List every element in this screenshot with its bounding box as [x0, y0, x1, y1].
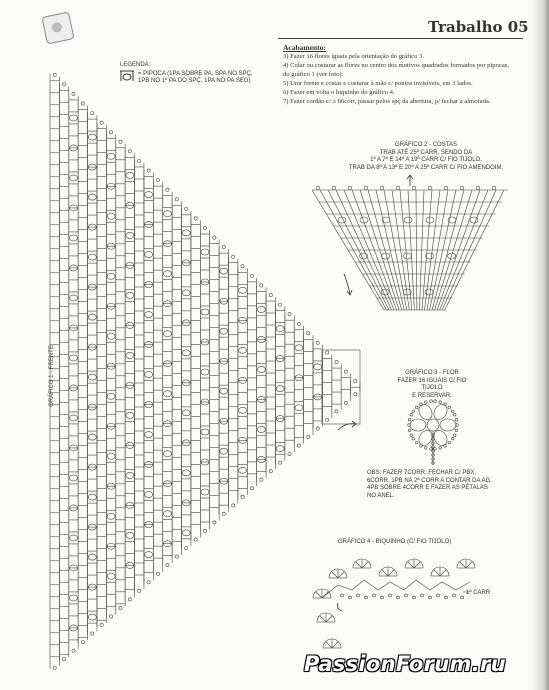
chain-stitch-mark	[326, 418, 329, 421]
chain-stitch-mark	[316, 186, 320, 190]
chain-stitch-mark	[175, 555, 178, 558]
popcorn-stitch-mark	[145, 432, 153, 438]
popcorn-stitch-mark	[426, 253, 434, 259]
acabamento-step: 5) Unir frente e costas e costurar à mão c/ pontos invisíveis, em 3 lados.	[283, 80, 473, 87]
popcorn-stitch-mark	[182, 530, 190, 536]
chain-stitch-mark	[415, 441, 418, 444]
grafico1-label: GRÁFICO 1 - FRENTE	[49, 345, 55, 407]
chain-stitch-mark	[396, 186, 400, 190]
popcorn-stitch-mark	[88, 494, 96, 500]
chain-stitch-mark	[53, 73, 56, 76]
chain-stitch-mark	[138, 159, 141, 162]
popcorn-stitch-mark	[201, 249, 209, 255]
chain-stitch-mark	[434, 400, 437, 403]
popcorn-stitch-mark	[239, 347, 247, 353]
chain-stitch-mark	[232, 504, 235, 507]
chain-stitch-mark	[260, 284, 263, 287]
chain-stitch-mark	[288, 452, 291, 455]
chain-stitch-mark	[344, 401, 347, 404]
chain-stitch-mark	[381, 596, 384, 599]
popcorn-stitch-mark	[107, 153, 115, 159]
flower-petal	[410, 419, 426, 431]
popcorn-stitch-mark	[126, 352, 134, 358]
popcorn-stitch-mark	[145, 312, 153, 318]
popcorn-stitch-mark	[404, 217, 412, 223]
popcorn-stitch-mark	[107, 333, 115, 339]
legend-text-line: 1PB NO 1º PA DO SPÇ, 1PA NO PA SEG)	[138, 78, 251, 84]
popcorn-stitch-mark	[145, 552, 153, 558]
popcorn-stitch-mark	[404, 253, 412, 259]
grafico4-carr-label: 1ª CARR	[466, 590, 491, 596]
chain-stitch-mark	[91, 111, 94, 114]
chain-stitch-mark	[156, 572, 159, 575]
legend-text-line: = PIPOCA (1PA SOBRE PA, SPA NO SPÇ,	[138, 71, 253, 77]
chain-stitch-mark	[335, 360, 338, 363]
popcorn-stitch-mark	[126, 172, 134, 178]
chain-stitch-mark	[53, 666, 56, 669]
popcorn-stitch-mark	[145, 192, 153, 198]
chain-stitch-mark	[147, 169, 150, 172]
direction-arrow-icon	[407, 175, 413, 186]
chain-stitch-mark	[439, 401, 442, 404]
popcorn-stitch-mark	[69, 355, 77, 361]
chain-stitch-mark	[428, 186, 432, 190]
chain-stitch-mark	[81, 102, 84, 105]
popcorn-stitch-mark	[163, 271, 171, 277]
popcorn-stitch-mark	[163, 391, 171, 397]
popcorn-stitch-mark	[88, 434, 96, 440]
chain-stitch-mark	[175, 198, 178, 201]
popcorn-stitch-mark	[69, 595, 77, 601]
chain-stitch-mark	[279, 461, 282, 464]
chain-stitch-mark	[408, 429, 411, 432]
fan-stitch-line	[382, 570, 388, 576]
curved-arrow-icon	[338, 603, 343, 611]
chain-stitch-mark	[453, 594, 456, 597]
popcorn-stitch-mark	[88, 374, 96, 380]
popcorn-stitch-mark	[69, 115, 77, 121]
fan-stitch-line	[440, 570, 446, 576]
chain-stitch-mark	[194, 538, 197, 541]
popcorn-stitch-mark	[257, 306, 265, 312]
chain-stitch-mark	[250, 487, 253, 490]
page-title: Trabalho 05	[428, 18, 529, 36]
popcorn-stitch-mark	[163, 451, 171, 457]
grafico2-text: 1ª A 7ª E 14ª A 19ª CARR C/ FIO TIJOLO.	[370, 157, 482, 163]
popcorn-stitch-mark	[69, 415, 77, 421]
chain-stitch-mark	[269, 470, 272, 473]
chain-stitch-mark	[448, 441, 451, 444]
chain-stitch-mark	[421, 594, 424, 597]
fan-stitch-line	[338, 572, 344, 578]
grafico3-text: E RESERVAR.	[412, 392, 452, 399]
chain-stitch-mark	[380, 186, 384, 190]
popcorn-stitch-mark	[145, 492, 153, 498]
grafico1-triangle-diagram	[50, 73, 360, 669]
chain-stitch-mark	[492, 186, 496, 190]
popcorn-stitch-mark	[88, 554, 96, 560]
acabamento-step: 7) Fazer cordão c/ ± 66corr, passar pelos spç da abertura, p/ fechar a almofada.	[283, 98, 491, 105]
popcorn-stitch-mark	[381, 289, 389, 295]
fan-stitch-line	[434, 570, 440, 576]
acabamento-step: 3) Fazer 16 flores iguais pela orientação do gráfico 3.	[283, 53, 424, 60]
chain-stitch-mark	[444, 186, 448, 190]
chain-stitch-mark	[269, 293, 272, 296]
chain-stitch-mark	[344, 370, 347, 373]
popcorn-stitch-mark	[239, 407, 247, 413]
chain-stitch-mark	[341, 594, 344, 597]
chain-stitch-mark	[397, 596, 400, 599]
chain-stitch-mark	[354, 380, 357, 383]
chain-stitch-mark	[430, 400, 433, 403]
chain-stitch-mark	[213, 236, 216, 239]
popcorn-stitch-mark	[201, 489, 209, 495]
grafico2-trapezoid-diagram	[312, 186, 508, 310]
popcorn-stitch-mark	[201, 309, 209, 315]
chain-stitch-mark	[288, 313, 291, 316]
popcorn-stitch-mark	[314, 364, 322, 370]
chain-stitch-mark	[439, 447, 442, 450]
popcorn-stitch-mark	[470, 217, 478, 223]
chain-stitch-mark	[455, 429, 458, 432]
popcorn-stitch-mark	[239, 287, 247, 293]
acabamento-step: 6) Fazer em volta o biquinho do gráfico 4.	[283, 89, 395, 96]
fan-stitch-line	[332, 642, 338, 648]
fan-stitch-line	[326, 616, 332, 622]
popcorn-stitch-mark	[107, 393, 115, 399]
popcorn-stitch-mark	[239, 467, 247, 473]
chain-stitch-mark	[415, 406, 418, 409]
obs-text: 4PB SOBRE 4CORR E FAZER AS PÉTALAS	[367, 485, 488, 491]
fan-stitch-line	[388, 570, 394, 576]
obs-text: 6CORR, 1PB NA 2ª CORR A CONTAR DA AG,	[367, 477, 492, 484]
chain-stitch-mark	[453, 413, 456, 416]
chain-stitch-mark	[307, 435, 310, 438]
grafico3-text: FAZER 16 IGUAIS C/ FIO TIJOLO	[397, 377, 467, 391]
chain-stitch-mark	[335, 410, 338, 413]
popcorn-stitch-mark	[69, 475, 77, 481]
chain-stitch-mark	[241, 265, 244, 268]
chain-stitch-mark	[349, 596, 352, 599]
chain-stitch-mark	[413, 596, 416, 599]
chain-stitch-mark	[156, 179, 159, 182]
chain-stitch-mark	[128, 150, 131, 153]
popcorn-stitch-mark	[163, 211, 171, 217]
obs-text: OBS: FAZER 7CORR, FECHAR C/ PBX,	[367, 470, 477, 476]
popcorn-stitch-mark	[88, 134, 96, 140]
popcorn-stitch-mark	[276, 386, 284, 392]
chain-stitch-mark	[213, 521, 216, 524]
popcorn-stitch-mark	[126, 292, 134, 298]
chain-stitch-mark	[100, 623, 103, 626]
popcorn-stitch-mark	[126, 232, 134, 238]
grafico2-title: GRÁFICO 2 - COSTAS	[395, 142, 457, 148]
popcorn-stitch-mark	[220, 328, 228, 334]
chain-stitch-mark	[364, 186, 368, 190]
grafico4-title: GRÁFICO 4 - BIQUINHO (C/ FIO TIJOLO)	[338, 539, 452, 545]
chain-stitch-mark	[412, 410, 415, 413]
grafico3-title: GRÁFICO 3 - FLOR	[405, 370, 459, 376]
popcorn-stitch-mark	[163, 511, 171, 517]
fan-stitch-line	[320, 616, 326, 622]
chain-stitch-mark	[241, 495, 244, 498]
chain-stitch-mark	[389, 594, 392, 597]
legend-heading: LEGENDA:	[120, 62, 151, 68]
chain-stitch-mark	[203, 529, 206, 532]
chain-stitch-mark	[373, 594, 376, 597]
popcorn-stitch-mark	[107, 453, 115, 459]
popcorn-stitch-mark	[201, 369, 209, 375]
flower-petal	[440, 419, 456, 431]
popcorn-stitch-mark	[182, 350, 190, 356]
chain-stitch-mark	[425, 447, 428, 450]
chain-stitch-mark	[81, 640, 84, 643]
popcorn-stitch-mark	[88, 614, 96, 620]
curved-arrow-icon	[344, 274, 352, 295]
obs-text: NO ANEL.	[367, 492, 395, 499]
chain-stitch-mark	[332, 186, 336, 190]
popcorn-stitch-mark	[126, 532, 134, 538]
popcorn-stitch-mark	[182, 230, 190, 236]
popcorn-stitch-mark	[295, 345, 303, 351]
chain-stitch-mark	[185, 546, 188, 549]
popcorn-stitch-mark	[107, 513, 115, 519]
chain-stitch-mark	[279, 303, 282, 306]
fan-stitch-line	[332, 572, 338, 578]
fan-stitch-line	[362, 562, 368, 568]
edging-base-chain	[322, 580, 470, 598]
popcorn-stitch-mark	[201, 429, 209, 435]
chain-stitch-mark	[410, 434, 413, 437]
chain-stitch-mark	[455, 418, 458, 421]
chain-stitch-mark	[297, 444, 300, 447]
chain-stitch-mark	[357, 594, 360, 597]
chain-stitch-mark	[316, 341, 319, 344]
chain-stitch-mark	[250, 274, 253, 277]
popcorn-stitch-mark	[107, 273, 115, 279]
popcorn-stitch-mark	[182, 410, 190, 416]
popcorn-stitch-mark	[107, 573, 115, 579]
fan-stitch-line	[466, 562, 472, 568]
popcorn-stitch-mark	[88, 194, 96, 200]
popcorn-stitch-mark	[163, 331, 171, 337]
chain-stitch-mark	[448, 406, 451, 409]
popcorn-stitch-mark	[382, 253, 390, 259]
fan-stitch-line	[316, 592, 322, 598]
grafico2-text: TRAB DA 8ª A 13ª E 20ª A 25ª CARR C/ FIO AMENDOIM.	[348, 164, 504, 171]
chain-stitch-mark	[72, 92, 75, 95]
chain-stitch-mark	[307, 332, 310, 335]
chain-stitch-mark	[109, 131, 112, 134]
popcorn-stitch-mark	[88, 254, 96, 260]
popcorn-stitch-mark	[425, 289, 433, 295]
chain-stitch-mark	[425, 401, 428, 404]
popcorn-stitch-mark	[126, 412, 134, 418]
fan-stitch-line	[408, 562, 414, 568]
chain-stitch-mark	[316, 427, 319, 430]
chain-stitch-mark	[412, 186, 416, 190]
popcorn-stitch-mark	[107, 213, 115, 219]
chain-stitch-mark	[410, 413, 413, 416]
chain-stitch-mark	[128, 598, 131, 601]
popcorn-stitch-mark	[182, 470, 190, 476]
chain-stitch-mark	[412, 437, 415, 440]
popcorn-stitch-mark	[257, 426, 265, 432]
chain-stitch-mark	[100, 121, 103, 124]
chain-stitch-mark	[138, 589, 141, 592]
chain-stitch-mark	[437, 594, 440, 597]
popcorn-stitch-mark	[145, 252, 153, 258]
chain-stitch-mark	[429, 596, 432, 599]
popcorn-stitch-mark	[69, 295, 77, 301]
chain-stitch-mark	[147, 581, 150, 584]
grafico3-flower-diagram	[408, 400, 459, 465]
chain-stitch-mark	[405, 594, 408, 597]
chain-stitch-mark	[222, 512, 225, 515]
chain-stitch-mark	[365, 596, 368, 599]
chain-stitch-mark	[203, 226, 206, 229]
popcorn-stitch-mark	[426, 217, 434, 223]
chain-stitch-mark	[109, 615, 112, 618]
popcorn-stitch-mark	[126, 472, 134, 478]
popcorn-stitch-mark	[295, 405, 303, 411]
popcorn-stitch-mark	[69, 235, 77, 241]
chain-stitch-mark	[445, 596, 448, 599]
popcorn-stitch-mark	[220, 388, 228, 394]
chain-stitch-mark	[408, 418, 411, 421]
acabamento-heading: Acabamento:	[283, 43, 326, 52]
popcorn-stitch-mark	[276, 326, 284, 332]
popcorn-stitch-mark	[182, 290, 190, 296]
fan-stitch-line	[326, 642, 332, 648]
popcorn-stitch-mark	[220, 268, 228, 274]
grafico2-text: TRAB ATÉ 25ª CARR, SENDO DA	[379, 149, 473, 156]
grafico4-edging-diagram	[313, 559, 475, 648]
chain-stitch-mark	[166, 564, 169, 567]
chain-stitch-mark	[91, 632, 94, 635]
chain-stitch-mark	[62, 83, 65, 86]
chain-stitch-mark	[119, 140, 122, 143]
chain-stitch-mark	[461, 596, 464, 599]
chain-stitch-mark	[326, 351, 329, 354]
flower-center-ring	[427, 419, 439, 431]
chain-stitch-mark	[354, 393, 357, 396]
chain-stitch-mark	[232, 255, 235, 258]
chain-stitch-mark	[451, 437, 454, 440]
chain-stitch-mark	[260, 478, 263, 481]
popcorn-stitch-mark	[220, 448, 228, 454]
chain-stitch-mark	[348, 186, 352, 190]
chain-stitch-mark	[194, 217, 197, 220]
watermark-logo: PassionForum.ru	[304, 652, 506, 676]
popcorn-stitch-mark	[69, 175, 77, 181]
chain-stitch-mark	[476, 186, 480, 190]
popcorn-stitch-mark	[88, 314, 96, 320]
chain-stitch-mark	[72, 649, 75, 652]
chain-stitch-mark	[297, 322, 300, 325]
popcorn-stitch-mark	[145, 372, 153, 378]
fan-stitch-line	[460, 562, 466, 568]
fan-stitch-line	[414, 562, 420, 568]
chain-stitch-mark	[222, 246, 225, 249]
fan-stitch-line	[356, 562, 362, 568]
popcorn-stitch-mark	[276, 446, 284, 452]
chain-stitch-mark	[451, 410, 454, 413]
acabamento-step: 4) Colar ou costurar as flores no centro dos motivos quadrados formados por pipocas, do gráfico 1 (ver foto).	[283, 62, 509, 78]
chain-stitch-mark	[62, 658, 65, 661]
chain-stitch-mark	[119, 606, 122, 609]
curved-arrow-icon	[338, 421, 356, 430]
chain-stitch-mark	[453, 434, 456, 437]
popcorn-stitch-mark	[257, 366, 265, 372]
chain-stitch-mark	[185, 207, 188, 210]
chain-stitch-mark	[460, 186, 464, 190]
popcorn-stitch-mark	[69, 535, 77, 541]
chain-stitch-mark	[166, 188, 169, 191]
